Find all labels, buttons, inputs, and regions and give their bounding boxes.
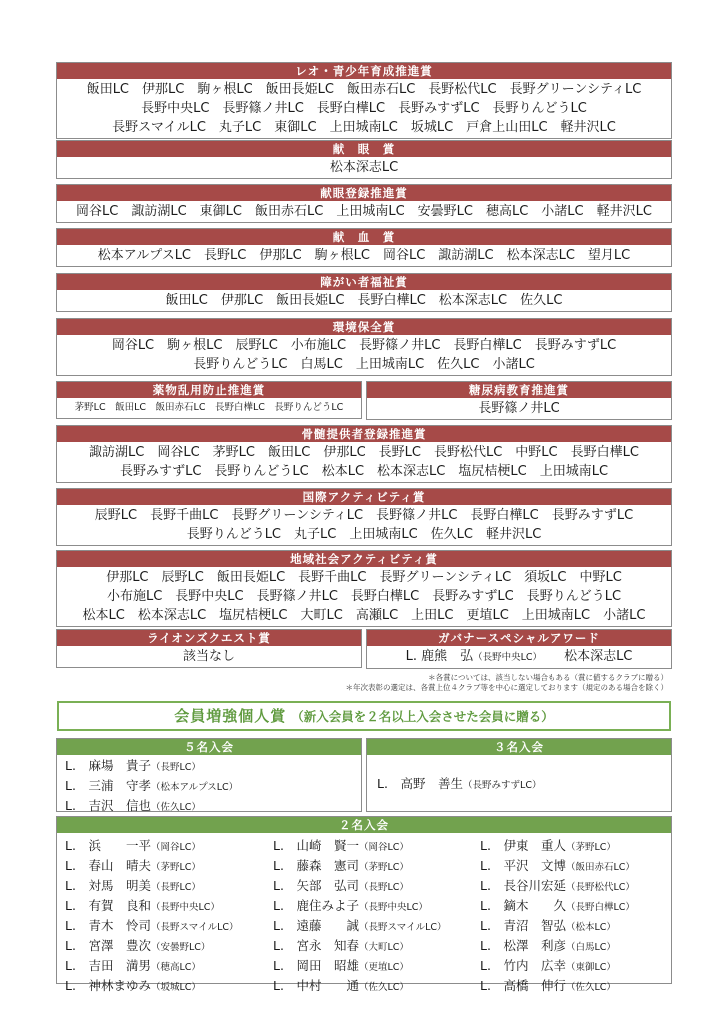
member-name: L. 青木 怜司 <box>65 918 151 933</box>
member-club: （岡谷LC） <box>358 842 409 853</box>
member-name: L. 宮澤 豊次 <box>65 938 151 953</box>
governor-member-name: L. 鹿熊 弘 <box>405 649 474 664</box>
award-title: ライオンズクエスト賞 <box>57 630 361 646</box>
member-name: L. 青沼 智弘 <box>480 918 566 933</box>
member-club: （佐久LC） <box>565 982 616 993</box>
member-row <box>480 897 635 917</box>
member-club: （飯田赤石LC） <box>565 862 635 873</box>
member-club: （長野みすずLC） <box>462 780 542 791</box>
award-title: 薬物乱用防止推進賞 <box>57 382 361 398</box>
member-name: L. 竹内 広幸 <box>480 958 566 973</box>
award-title: レオ・青少年育成推進賞 <box>57 63 671 79</box>
award-shougai <box>56 273 672 312</box>
award-kotsuzui <box>56 425 672 483</box>
award-title: 環境保全賞 <box>57 319 671 335</box>
member-name: L. 宮永 知春 <box>273 938 359 953</box>
member-club: （長野スマイルLC） <box>358 922 447 933</box>
member-row <box>65 797 361 817</box>
member-name: L. 三浦 守孝 <box>65 778 151 793</box>
award-clubs: 岡谷LC 諏訪湖LC 東御LC 飯田赤石LC 上田城南LC 安曇野LC 穂高LC 小諸LC 軽井沢LC <box>76 204 652 219</box>
award-clubs: 諏訪湖LC 岡谷LC 茅野LC 飯田LC 伊那LC 長野LC 長野松代LC 中野LC 長野白樺LC <box>89 445 639 460</box>
award-chiiki <box>56 550 672 627</box>
member-club: （東御LC） <box>565 962 616 973</box>
member-club: （松本アルプスLC） <box>150 782 239 793</box>
member-row <box>65 877 239 897</box>
award-title: 国際アクティビティ賞 <box>57 489 671 505</box>
member-club: （長野LC） <box>150 882 201 893</box>
award-clubs: 伊那LC 辰野LC 飯田長姫LC 長野千曲LC 長野グリーンシティLC 須坂LC 中野LC <box>106 570 622 585</box>
award-clubs: 飯田LC 伊那LC 駒ヶ根LC 飯田長姫LC 飯田赤石LC 長野松代LC 長野グリーンシティLC <box>86 82 642 97</box>
member-club: （長野LC） <box>150 762 201 773</box>
member-row <box>273 957 447 977</box>
member-name: L. 春山 晴夫 <box>65 858 151 873</box>
award-lions-quest <box>56 629 362 668</box>
award-clubs: 小布施LC 長野中央LC 長野篠ノ井LC 長野白樺LC 長野みすずLC 長野りんどうLC <box>106 589 622 604</box>
member-club: （長野中央LC） <box>150 902 220 913</box>
membership-five <box>56 738 362 812</box>
member-club: （佐久LC） <box>150 802 201 813</box>
member-row <box>65 837 239 857</box>
award-clubs: 長野中央LC 長野篠ノ井LC 長野白樺LC 長野みすずLC 長野りんどうLC <box>141 101 587 116</box>
member-row <box>65 757 361 777</box>
governor-club: 松本深志LC <box>564 649 633 664</box>
member-name: L. 平沢 文博 <box>480 858 566 873</box>
member-row <box>273 937 447 957</box>
member-club: （茅野LC） <box>565 842 616 853</box>
member-row <box>480 857 635 877</box>
member-row <box>480 877 635 897</box>
membership-five-title: ５名入会 <box>57 739 361 755</box>
member-name: L. 遠藤 誠 <box>273 918 359 933</box>
award-clubs: 該当なし <box>182 649 235 664</box>
award-title: 障がい者福祉賞 <box>57 274 671 290</box>
member-column-1 <box>65 837 239 997</box>
member-row <box>65 937 239 957</box>
member-name: L. 吉沢 信也 <box>65 798 151 813</box>
member-name: L. 吉田 満男 <box>65 958 151 973</box>
member-club: （安曇野LC） <box>150 942 211 953</box>
member-column-3 <box>480 837 635 997</box>
member-club: （長野松代LC） <box>565 882 635 893</box>
member-row <box>65 917 239 937</box>
award-title: 献 眼 賞 <box>57 141 671 157</box>
footnote: ＊各賞については、該当しない場合もある（賞に値するクラブに贈る） <box>428 673 668 682</box>
member-row <box>377 775 671 795</box>
award-title: 地域社会アクティビティ賞 <box>57 551 671 567</box>
member-name: L. 有賀 良和 <box>65 898 151 913</box>
member-club: （長野スマイルLC） <box>150 922 239 933</box>
member-name: L. 中村 通 <box>273 978 359 993</box>
award-kenketsu <box>56 228 672 267</box>
member-row <box>273 857 447 877</box>
membership-title: 会員増強個人賞 <box>174 707 287 725</box>
member-row <box>480 977 635 997</box>
award-clubs: 長野りんどうLC 白馬LC 上田城南LC 佐久LC 小諸LC <box>193 357 535 372</box>
award-title: 献眼登録推進賞 <box>57 185 671 201</box>
member-row <box>273 977 447 997</box>
award-kengan <box>56 140 672 179</box>
award-clubs: 茅野LC 飯田LC 飯田赤石LC 長野白樺LC 長野りんどうLC <box>74 402 344 413</box>
member-row <box>480 917 635 937</box>
member-name: L. 鹿住みよ子 <box>273 898 359 913</box>
member-row <box>65 897 239 917</box>
member-row <box>480 937 635 957</box>
award-clubs: 長野みすずLC 長野りんどうLC 松本LC 松本深志LC 塩尻桔梗LC 上田城南LC <box>119 464 609 479</box>
member-club: （松本LC） <box>565 922 616 933</box>
member-club: （穂高LC） <box>150 962 201 973</box>
member-club: （岡谷LC） <box>150 842 201 853</box>
award-clubs: 飯田LC 伊那LC 飯田長姫LC 長野白樺LC 松本深志LC 佐久LC <box>165 293 563 308</box>
award-kokusai <box>56 488 672 546</box>
member-row <box>65 957 239 977</box>
governor-member-club: （長野中央LC） <box>473 652 543 663</box>
member-name: L. 高野 善生 <box>377 776 463 791</box>
member-row <box>480 837 635 857</box>
member-club: （白馬LC） <box>565 942 616 953</box>
award-governor <box>366 629 672 669</box>
award-kankyou <box>56 318 672 376</box>
member-name: L. 長谷川宏延 <box>480 878 566 893</box>
member-club: （長野LC） <box>358 882 409 893</box>
award-title: ガバナースペシャルアワード <box>367 630 671 646</box>
award-clubs: 長野篠ノ井LC <box>478 401 560 416</box>
member-name: L. 浜 一平 <box>65 838 151 853</box>
member-row <box>65 777 361 797</box>
member-name: L. 松澤 利彦 <box>480 938 566 953</box>
award-kengan-touroku <box>56 184 672 223</box>
member-row <box>65 857 239 877</box>
award-clubs: 松本深志LC <box>329 160 399 175</box>
award-title: 糖尿病教育推進賞 <box>367 382 671 398</box>
membership-two <box>56 816 672 993</box>
award-yakubutsu <box>56 381 362 419</box>
award-title: 骨髄提供者登録推進賞 <box>57 426 671 442</box>
member-club: （茅野LC） <box>358 862 409 873</box>
member-name: L. 山崎 賢一 <box>273 838 359 853</box>
member-club: （更埴LC） <box>358 962 409 973</box>
member-row <box>273 897 447 917</box>
award-clubs: 辰野LC 長野千曲LC 長野グリーンシティLC 長野篠ノ井LC 長野白樺LC 長野みすずLC <box>94 508 634 523</box>
member-club: （茅野LC） <box>150 862 201 873</box>
award-title: 献 血 賞 <box>57 229 671 245</box>
award-leo <box>56 62 672 139</box>
member-name: L. 鏑木 久 <box>480 898 566 913</box>
membership-banner <box>57 701 671 731</box>
member-row <box>273 837 447 857</box>
member-club: （佐久LC） <box>358 982 409 993</box>
membership-three <box>366 738 672 812</box>
membership-three-title: ３名入会 <box>367 739 671 755</box>
award-clubs: 長野スマイルLC 丸子LC 東御LC 上田城南LC 坂城LC 戸倉上山田LC 軽井沢LC <box>112 120 616 135</box>
award-clubs: 松本LC 松本深志LC 塩尻桔梗LC 大町LC 高瀬LC 上田LC 更埴LC 上田城南LC 小諸LC <box>82 608 646 623</box>
member-club: （長野中央LC） <box>358 902 428 913</box>
membership-two-title: ２名入会 <box>57 817 671 833</box>
member-column-2 <box>273 837 447 997</box>
member-name: L. 対馬 明美 <box>65 878 151 893</box>
award-tounyou <box>366 381 672 420</box>
member-name: L. 矢部 弘司 <box>273 878 359 893</box>
award-clubs: 岡谷LC 駒ヶ根LC 辰野LC 小布施LC 長野篠ノ井LC 長野白樺LC 長野みすずLC <box>111 338 617 353</box>
award-clubs: 長野りんどうLC 丸子LC 上田城南LC 佐久LC 軽井沢LC <box>186 527 542 542</box>
membership-subtitle: （新入会員を２名以上入会させた会員に贈る） <box>291 709 554 724</box>
member-name: L. 伊東 重人 <box>480 838 566 853</box>
member-club: （大町LC） <box>358 942 409 953</box>
member-row <box>273 917 447 937</box>
member-name: L. 神林まゆみ <box>65 978 151 993</box>
member-row <box>480 957 635 977</box>
footnote: ＊年次表彰の選定は、各賞上位４クラブ等を中心に選定しております（規定のある場合を除く） <box>345 683 668 692</box>
award-clubs: 松本アルプスLC 長野LC 伊那LC 駒ヶ根LC 岡谷LC 諏訪湖LC 松本深志LC 望月LC <box>97 248 631 263</box>
member-name: L. 岡田 昭雄 <box>273 958 359 973</box>
member-name: L. 藤森 憲司 <box>273 858 359 873</box>
member-row <box>65 977 239 997</box>
member-name: L. 高橋 伸行 <box>480 978 566 993</box>
member-row <box>273 877 447 897</box>
member-name: L. 麻場 貴子 <box>65 758 151 773</box>
member-club: （長野白樺LC） <box>565 902 635 913</box>
member-club: （坂城LC） <box>150 982 201 993</box>
